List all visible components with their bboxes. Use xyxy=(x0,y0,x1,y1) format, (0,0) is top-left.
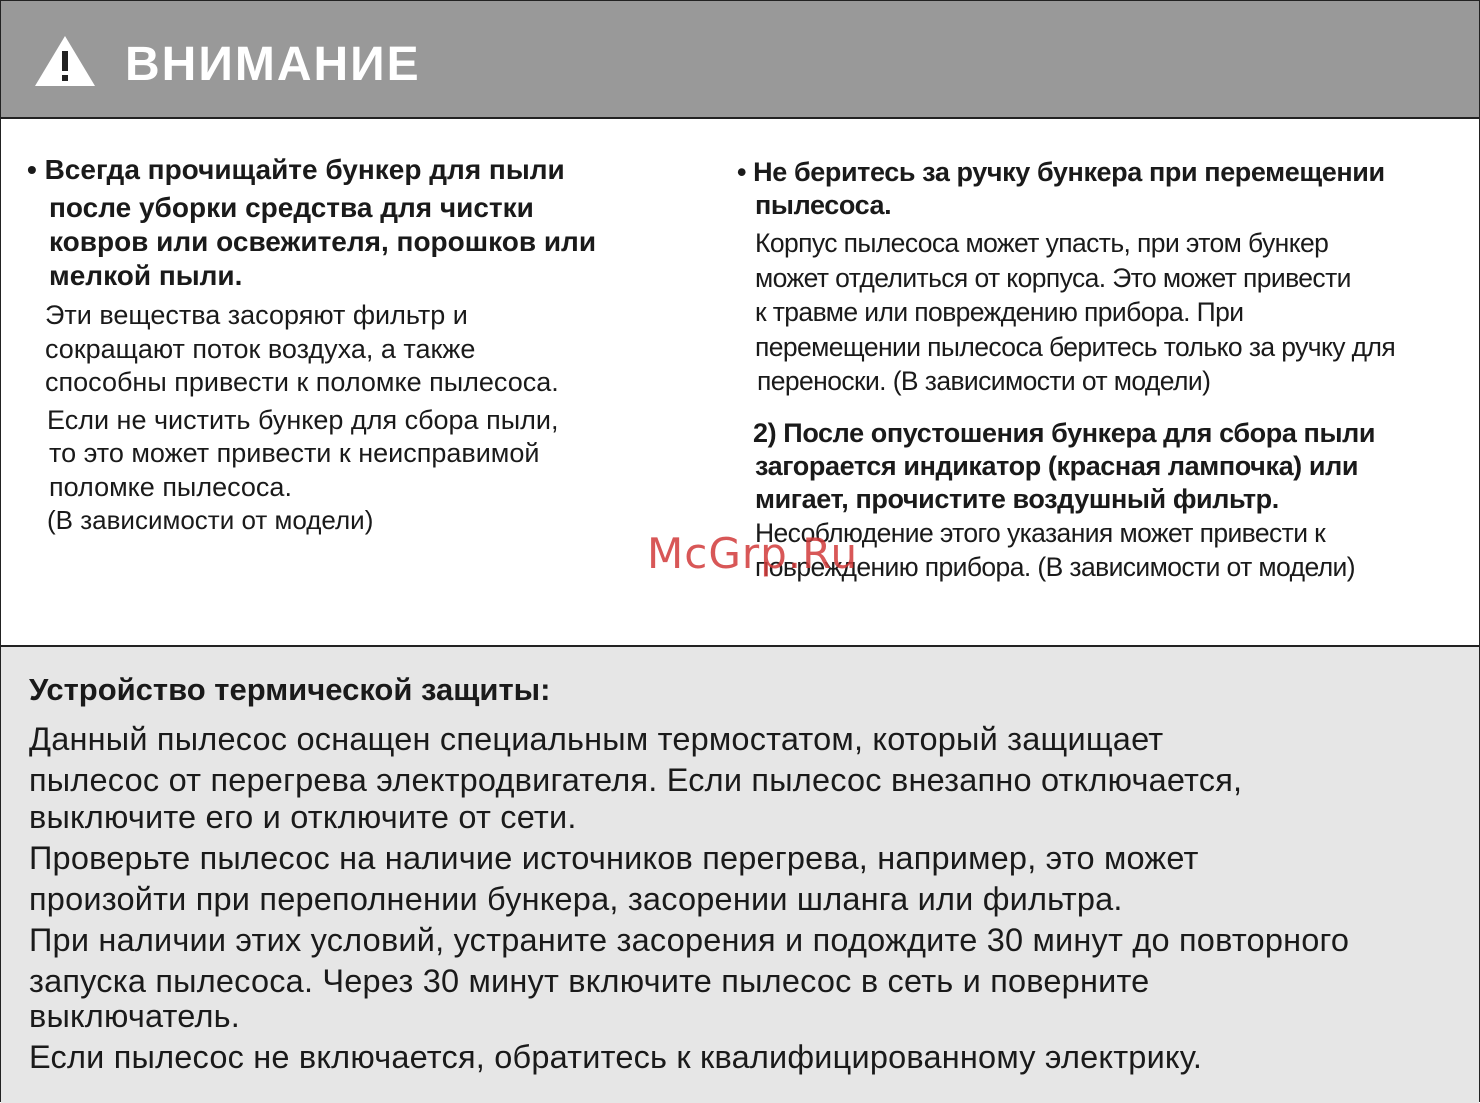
left-text-line: Эти вещества засоряют фильтр и xyxy=(45,300,468,330)
left-bold-line: • Всегда прочищайте бункер для пыли xyxy=(27,154,565,185)
left-bold-line: после уборки средства для чистки xyxy=(49,192,534,223)
header-title: ВНИМАНИЕ xyxy=(125,38,421,91)
right-text-line: повреждению прибора. (В зависимости от модели) xyxy=(755,552,1355,582)
left-text-line: то это может привести к неисправимой xyxy=(49,438,540,468)
thermal-title: Устройство термической защиты: xyxy=(29,672,551,707)
left-text-line: сокращают поток воздуха, а также xyxy=(45,333,476,364)
thermal-line: запуска пылесоса. Через 30 минут включите пылесос в сеть и поверните xyxy=(29,963,1150,999)
right-bold-line: 2) После опустошения бункера для сбора пыли xyxy=(753,417,1376,448)
right-text-line: перемещении пылесоса беритесь только за ручку для xyxy=(755,331,1396,362)
right-column xyxy=(737,156,1477,585)
right-bold-line: пылесоса. xyxy=(755,190,892,220)
right-text-line: к травме или повреждению прибора. При xyxy=(755,297,1244,327)
right-text-line: Несоблюдение этого указания может привести к xyxy=(755,517,1326,548)
right-bold-line: мигает, прочистите воздушный фильтр. xyxy=(755,483,1279,514)
left-model-note: (В зависимости от модели) xyxy=(47,505,374,535)
thermal-line: выключатель. xyxy=(29,998,240,1034)
thermal-protection-section xyxy=(1,645,1479,1103)
warning-header xyxy=(1,1,1479,119)
thermal-line: Проверьте пылесос на наличие источников перегрева, например, это может xyxy=(29,840,1199,876)
left-text-line: способны привести к поломке пылесоса. xyxy=(45,367,559,397)
left-text-line: Если не чистить бункер для сбора пыли, xyxy=(47,404,559,435)
right-bold-line: загорается индикатор (красная лампочка) или xyxy=(755,450,1359,481)
thermal-line: Данный пылесос оснащен специальным термостатом, который защищает xyxy=(29,721,1164,757)
right-text-line: Корпус пылесоса может упасть, при этом бункер xyxy=(755,228,1329,258)
thermal-line: Если пылесос не включается, обратитесь к квалифицированному электрику. xyxy=(29,1039,1203,1075)
warning-triangle-icon xyxy=(33,33,97,89)
thermal-line: выключите его и отключите от сети. xyxy=(29,799,577,835)
left-text-line: поломке пылесоса. xyxy=(49,471,292,502)
right-text-line: может отделиться от корпуса. Это может привести xyxy=(755,262,1351,293)
thermal-line: При наличии этих условий, устраните засорения и подождите 30 минут до повторного xyxy=(29,922,1350,958)
thermal-line: произойти при переполнении бункера, засорении шланга или фильтра. xyxy=(29,881,1123,917)
left-column xyxy=(27,153,707,537)
left-bold-line: ковров или освежителя, порошков или xyxy=(49,226,597,257)
right-text-line: переноски. (В зависимости от модели) xyxy=(757,366,1211,396)
watermark: McGrp.Ru xyxy=(647,529,859,578)
thermal-line: пылесос от перегрева электродвигателя. Если пылесос внезапно отключается, xyxy=(29,762,1243,798)
left-bold-line: мелкой пыли. xyxy=(49,260,243,291)
right-bold-line: • Не беритесь за ручку бункера при перемещении xyxy=(737,157,1385,187)
